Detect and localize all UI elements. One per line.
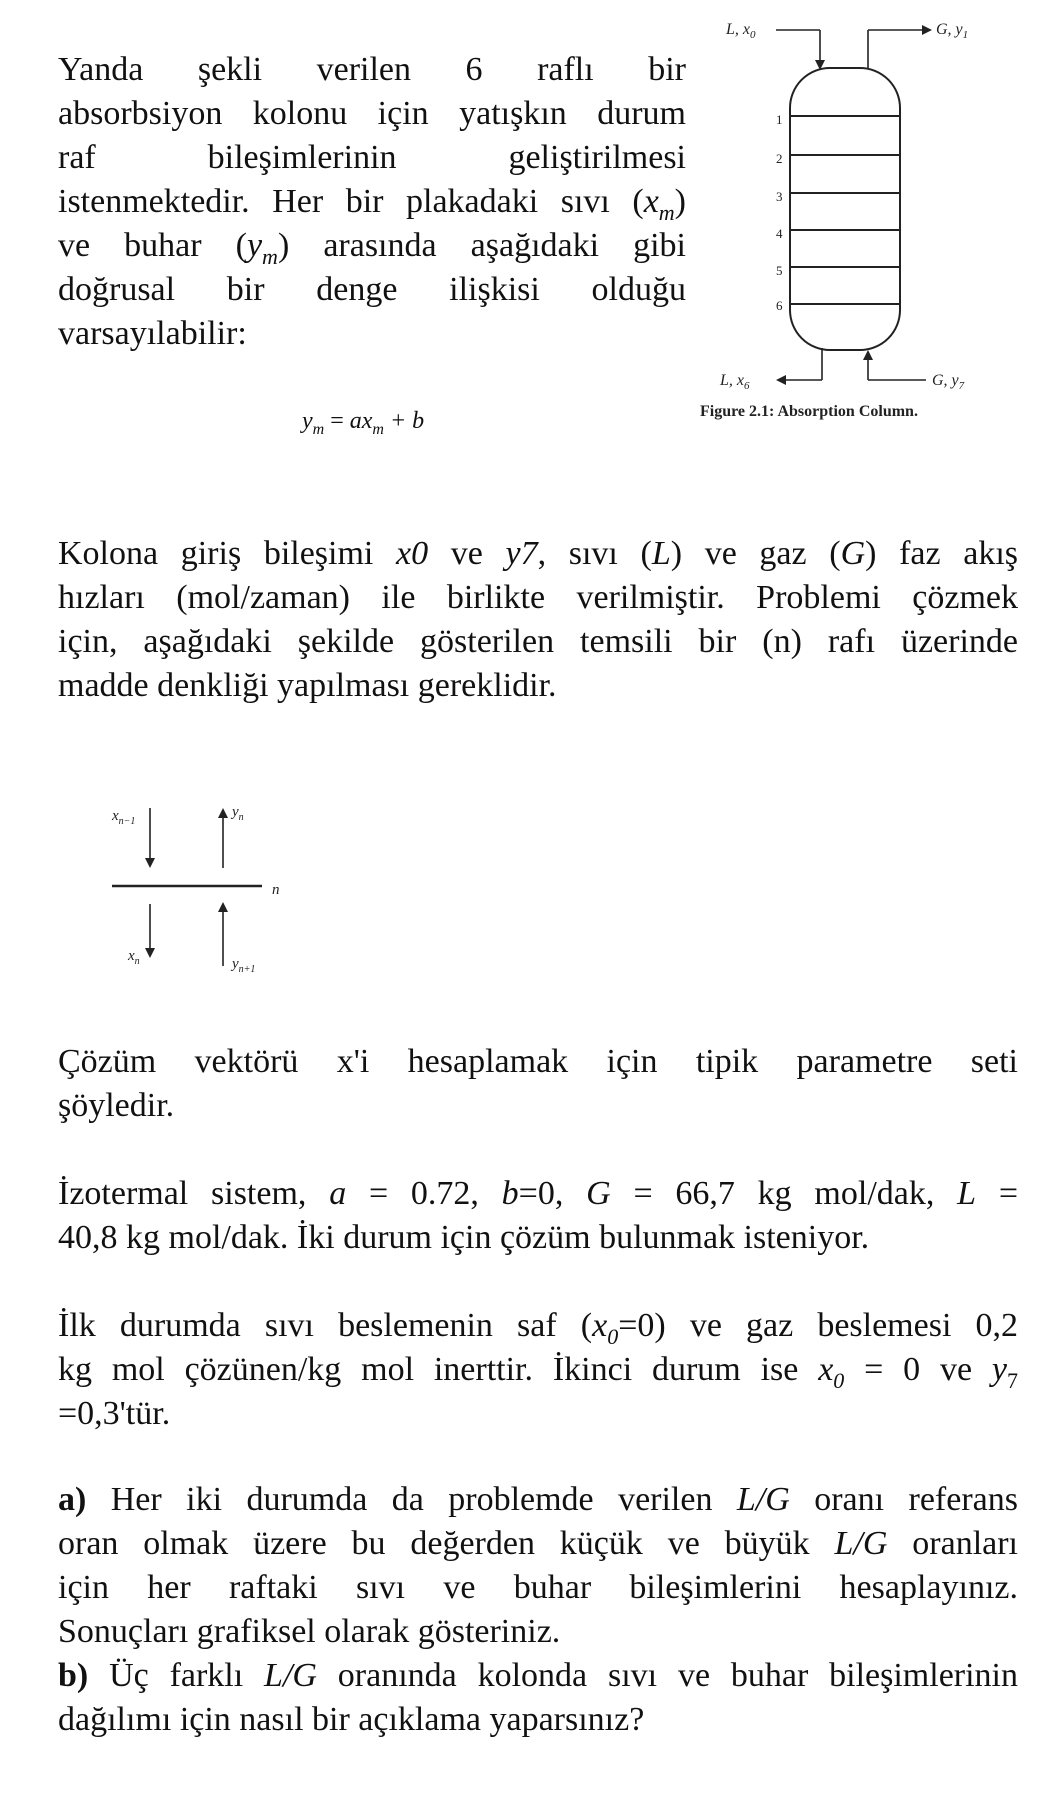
intro-line-2: absorbsiyon kolonu için yatışkın durum (58, 95, 686, 132)
p2-line-4: madde denkliği yapılması gereklidir. (58, 667, 557, 704)
intro-line-1: Yanda şekli verilen 6 raflı bir (58, 51, 686, 88)
qb-line-1: b) Üç farklı L/G oranında kolonda sıvı ve buhar bileşimlerinin (58, 1657, 1018, 1694)
intro-paragraph (58, 48, 686, 356)
y-out-label: $y_n$ (232, 804, 244, 823)
paragraph-solution-vector (58, 1040, 1018, 1128)
p2-line-2: hızları (mol/zaman) ile birlikte verilmiştir. Problemi çözmek (58, 579, 1018, 616)
question-a (58, 1478, 1018, 1654)
intro-line-7: varsayılabilir: (58, 315, 247, 352)
intro-line-3: raf bileşimlerinin geliştirilmesi (58, 139, 686, 176)
qa-line-1: a) Her iki durumda da problemde verilen L/G oranı referans (58, 1481, 1018, 1518)
gas-inlet-arrow (863, 350, 873, 360)
x-out-arrow (145, 948, 155, 958)
p3-line-2: şöyledir. (58, 1087, 175, 1124)
liquid-outlet-arrow (776, 375, 786, 385)
y-in-arrow (218, 902, 228, 912)
tray-balance-figure (100, 800, 300, 990)
p4-line-2: 40,8 kg mol/dak. İki durum için çözüm bulunmak isteniyor. (58, 1219, 870, 1256)
absorption-column-figure (700, 10, 1030, 440)
x-in-label: $x_{n-1}$ (112, 808, 136, 827)
p4-line-1: İzotermal sistem, a = 0.72, b=0, G = 66,7 kg mol/dak, L = (58, 1175, 1018, 1212)
tray-number-4: 4 (776, 226, 783, 241)
tray-number-1: 1 (776, 112, 783, 127)
y-out-arrow (218, 808, 228, 818)
x-in-arrow (145, 858, 155, 868)
qb-line-2: dağılımı için nasıl bir açıklama yaparsınız? (58, 1701, 645, 1738)
qa-line-4: Sonuçları grafiksel olarak gösteriniz. (58, 1613, 561, 1650)
bottom-left-label: L, $x_6$ (720, 372, 750, 392)
p3-line-1: Çözüm vektörü x'i hesaplamak için tipik parametre seti (58, 1043, 1018, 1080)
tray-number-3: 3 (776, 189, 783, 204)
tray-number-5: 5 (776, 263, 783, 278)
intro-line-5: ve buhar $(y_m)$ arasında aşağıdaki gibi (58, 227, 686, 269)
qa-line-2: oran olmak üzere bu değerden küçük ve büyük L/G oranları (58, 1525, 1018, 1562)
intro-line-6: doğrusal bir denge ilişkisi olduğu (58, 271, 686, 308)
tray-number-6: 6 (776, 298, 783, 313)
p5-line-2: kg mol çözünen/kg mol inerttir. İkinci durum ise $x_0 = 0$ ve $y_7$ (58, 1351, 1019, 1393)
bottom-right-label: G, $y_7$ (932, 372, 965, 392)
question-b (58, 1654, 1018, 1742)
p5-line-1: İlk durumda sıvı beslemenin saf $(x_0=0)$ ve gaz beslemesi 0,2 (58, 1307, 1019, 1349)
column-vessel (790, 68, 900, 350)
qa-line-3: için her raftaki sıvı ve buhar bileşimlerini hesaplayınız. (58, 1569, 1018, 1606)
equilibrium-equation: $y_m = ax_m + b$ (302, 408, 425, 438)
figure-caption: Figure 2.1: Absorption Column. (700, 403, 918, 420)
p2-line-1: Kolona giriş bileşimi x0 ve y7, sıvı (L) ve gaz (G) faz akış (58, 535, 1019, 572)
tray-n-label: n (272, 882, 280, 898)
paragraph-inlet (58, 532, 1018, 708)
p2-line-3: için, aşağıdaki şekilde gösterilen temsili bir (n) rafı üzerinde (58, 623, 1018, 660)
p5-line-3: =0,3'tür. (58, 1395, 171, 1432)
x-out-label: $x_n$ (128, 948, 140, 967)
paragraph-cases (58, 1304, 1018, 1436)
gas-outlet-arrow (922, 25, 932, 35)
intro-line-4: istenmektedir. Her bir plakadaki sıvı $(x_m)$ (58, 183, 686, 225)
top-right-label: G, $y_1$ (936, 21, 969, 41)
tray-number-2: 2 (776, 151, 783, 166)
y-in-label: $y_{n+1}$ (232, 956, 256, 975)
paragraph-parameters (58, 1172, 1018, 1260)
top-left-label: L, $x_0$ (726, 21, 756, 41)
